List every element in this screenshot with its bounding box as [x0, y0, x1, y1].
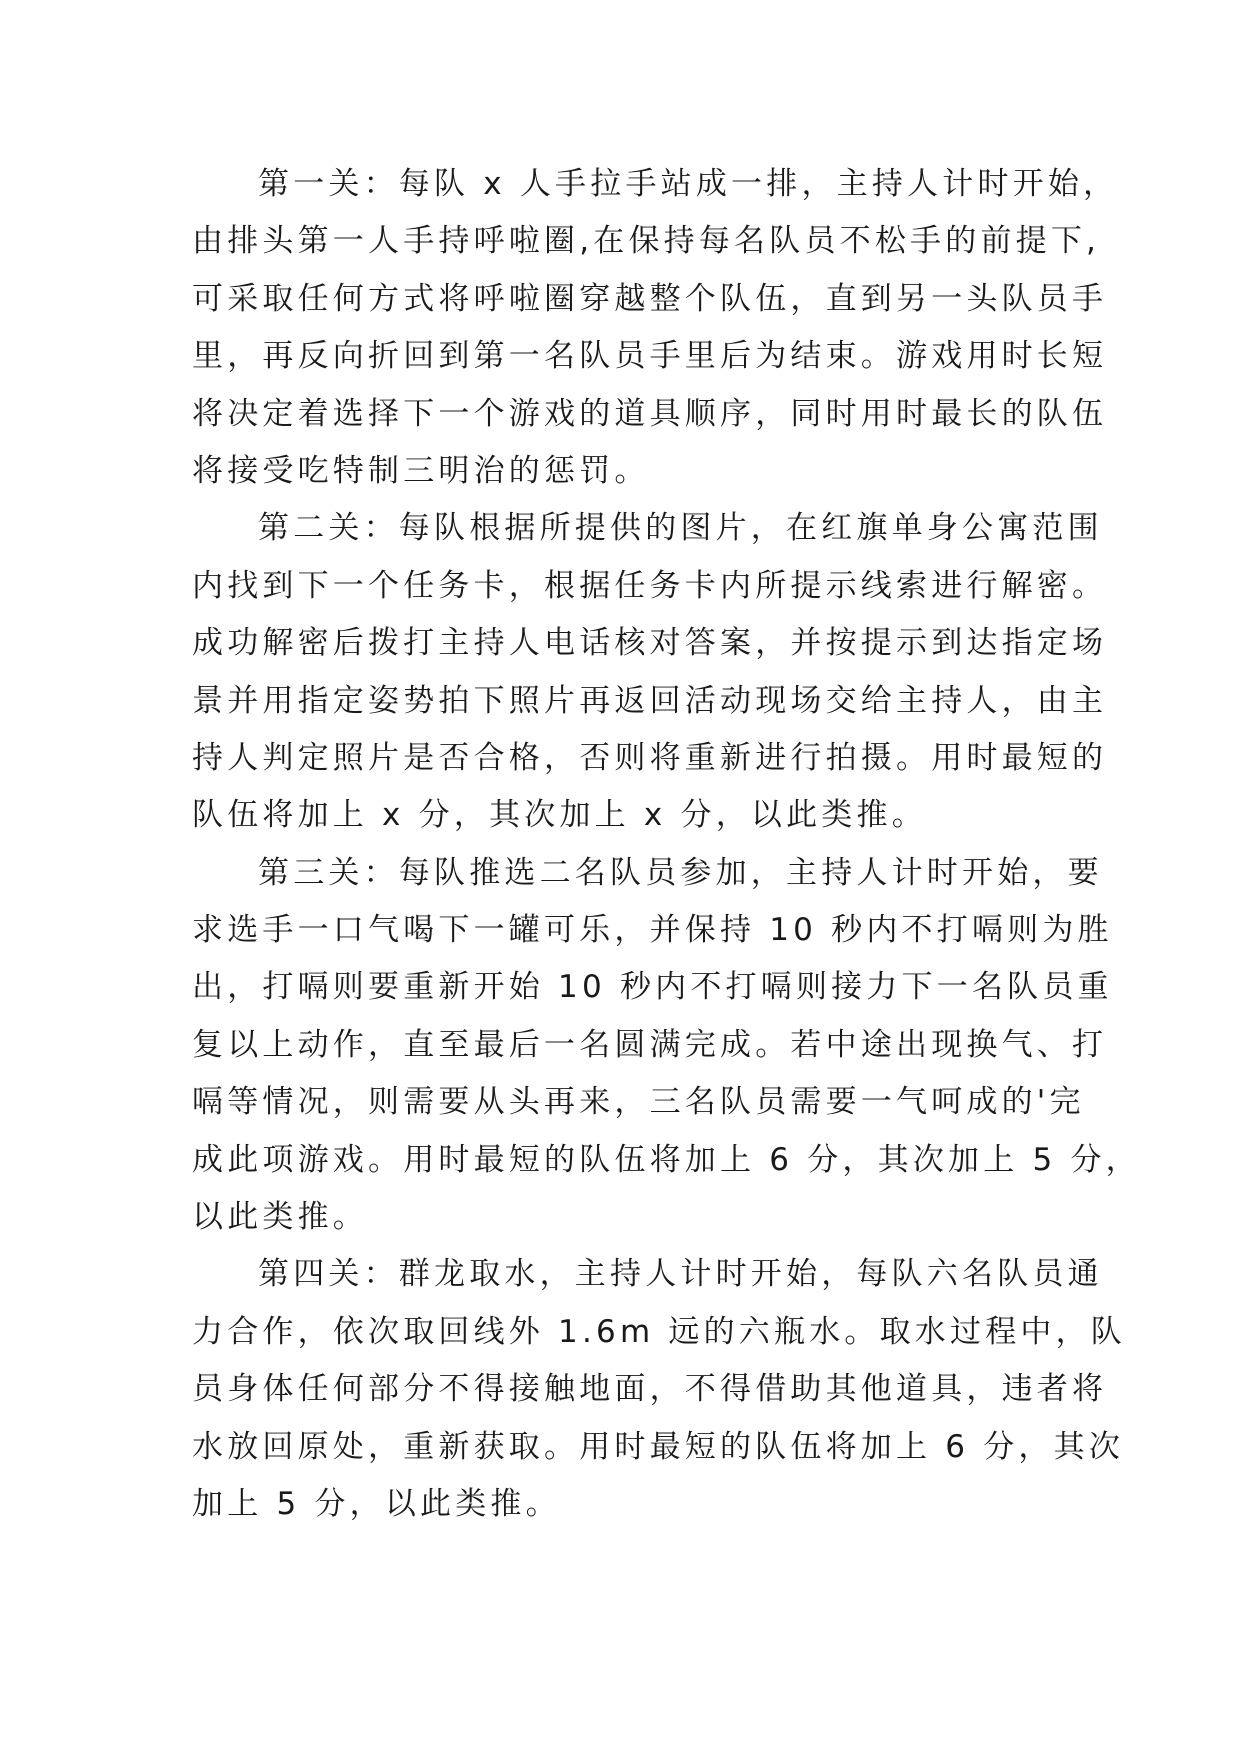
text-line: 成此项游戏。用时最短的队伍将加上 6 分，其次加上 5 分， — [192, 1141, 1141, 1178]
text-line: 复以上动作，直至最后一名圆满完成。若中途出现换气、打 — [192, 1026, 1108, 1063]
text-line: 景并用指定姿势拍下照片再返回活动现场交给主持人，由主 — [192, 682, 1108, 719]
text-line: 嗝等情况，则需要从头再来，三名队员需要一气呵成的'完 — [192, 1084, 1085, 1121]
text-line: 将决定着选择下一个游戏的道具顺序，同时用时最长的队伍 — [192, 395, 1108, 432]
text-line: 将接受吃特制三明治的惩罚。 — [192, 452, 650, 489]
text-line: 里，再反向折回到第一名队员手里后为结束。游戏用时长短 — [192, 338, 1108, 375]
text-line: 水放回原处，重新获取。用时最短的队伍将加上 6 分，其次 — [192, 1428, 1125, 1465]
text-line: 第二关：每队根据所提供的图片，在红旗单身公寓范围 — [258, 510, 1103, 547]
text-line: 出，打嗝则要重新开始 10 秒内不打嗝则接力下一名队员重 — [192, 969, 1113, 1006]
text-line: 第四关：群龙取水，主持人计时开始，每队六名队员通 — [258, 1256, 1103, 1293]
text-line: 求选手一口气喝下一罐可乐，并保持 10 秒内不打嗝则为胜 — [192, 912, 1113, 949]
text-line: 第一关：每队 x 人手拉手站成一排，主持人计时开始， — [258, 166, 1119, 202]
document-body — [192, 156, 1141, 1533]
text-line: 可采取任何方式将呼啦圈穿越整个队伍，直到另一头队员手 — [192, 280, 1108, 317]
text-line: 以此类推。 — [192, 1199, 368, 1236]
text-line: 力合作，依次取回线外 1.6m 远的六瓶水。取水过程中，队 — [192, 1313, 1127, 1350]
text-line: 第三关：每队推选二名队员参加，主持人计时开始，要 — [258, 854, 1103, 891]
paragraph-level-2 — [192, 500, 1108, 844]
paragraph-level-4 — [192, 1246, 1127, 1533]
text-line: 员身体任何部分不得接触地面，不得借助其他道具，违者将 — [192, 1371, 1108, 1408]
text-line: 成功解密后拨打主持人电话核对答案，并按提示到达指定场 — [192, 625, 1108, 662]
paragraph-level-3 — [192, 845, 1141, 1247]
text-line: 加上 5 分，以此类推。 — [192, 1485, 561, 1522]
text-line: 持人判定照片是否合格，否则将重新进行拍摄。用时最短的 — [192, 739, 1108, 776]
text-line: 队伍将加上 x 分，其次加上 x 分，以此类推。 — [192, 797, 927, 834]
text-line: 内找到下一个任务卡，根据任务卡内所提示线索进行解密。 — [192, 567, 1108, 604]
paragraph-level-1 — [192, 156, 1119, 500]
text-line: 由排头第一人手持呼啦圈,在保持每名队员不松手的前提下, — [192, 223, 1101, 260]
